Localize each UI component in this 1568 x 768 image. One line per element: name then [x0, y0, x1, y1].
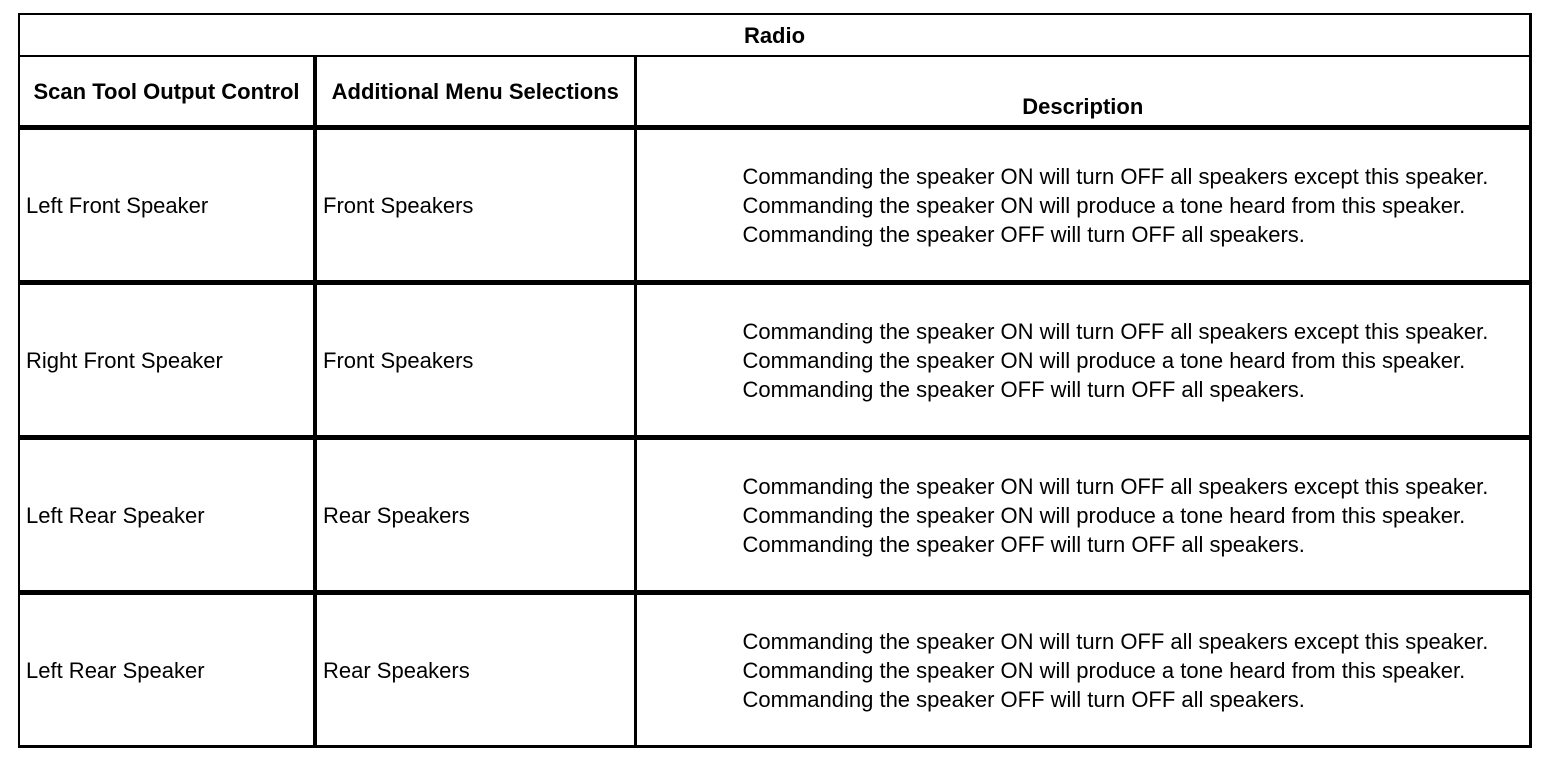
description-line: Commanding the speaker ON will produce a tone heard from this speaker. — [742, 657, 1466, 683]
table-row — [19, 283, 1531, 438]
description-line: Commanding the speaker ON will turn OFF all speakers except this speaker. — [742, 163, 1489, 189]
header-scan-tool-output-control: Scan Tool Output Control — [19, 56, 315, 128]
control-cell: Left Rear Speaker — [19, 593, 315, 747]
menu-selection-cell: Rear Speakers — [315, 593, 635, 747]
description-line: Commanding the speaker ON will produce a tone heard from this speaker. — [742, 192, 1466, 218]
table-title: Radio — [19, 14, 1531, 56]
description-cell — [635, 128, 1531, 283]
description-line: Commanding the speaker ON will turn OFF all speakers except this speaker. — [742, 473, 1489, 499]
radio-output-control-table — [18, 13, 1532, 748]
control-cell: Right Front Speaker — [19, 283, 315, 438]
header-additional-menu-selections: Additional Menu Selections — [315, 56, 635, 128]
table-row — [19, 593, 1531, 747]
menu-selection-cell: Front Speakers — [315, 283, 635, 438]
table-row — [19, 128, 1531, 283]
description-cell — [635, 283, 1531, 438]
description-cell — [635, 438, 1531, 593]
table-row — [19, 438, 1531, 593]
control-cell: Left Rear Speaker — [19, 438, 315, 593]
description-line: Commanding the speaker OFF will turn OFF all speakers. — [742, 376, 1305, 402]
description-line: Commanding the speaker ON will turn OFF all speakers except this speaker. — [742, 628, 1489, 654]
control-cell: Left Front Speaker — [19, 128, 315, 283]
header-description: Description — [635, 56, 1531, 128]
description-line: Commanding the speaker OFF will turn OFF all speakers. — [742, 686, 1305, 712]
description-line: Commanding the speaker ON will produce a tone heard from this speaker. — [742, 347, 1466, 373]
table-header-row — [19, 56, 1531, 128]
table-body — [19, 128, 1531, 747]
description-line: Commanding the speaker ON will turn OFF all speakers except this speaker. — [742, 318, 1489, 344]
description-line: Commanding the speaker OFF will turn OFF all speakers. — [742, 531, 1305, 557]
description-line: Commanding the speaker OFF will turn OFF all speakers. — [742, 221, 1305, 247]
table-title-row — [19, 14, 1531, 56]
menu-selection-cell: Rear Speakers — [315, 438, 635, 593]
description-line: Commanding the speaker ON will produce a tone heard from this speaker. — [742, 502, 1466, 528]
menu-selection-cell: Front Speakers — [315, 128, 635, 283]
description-cell — [635, 593, 1531, 747]
